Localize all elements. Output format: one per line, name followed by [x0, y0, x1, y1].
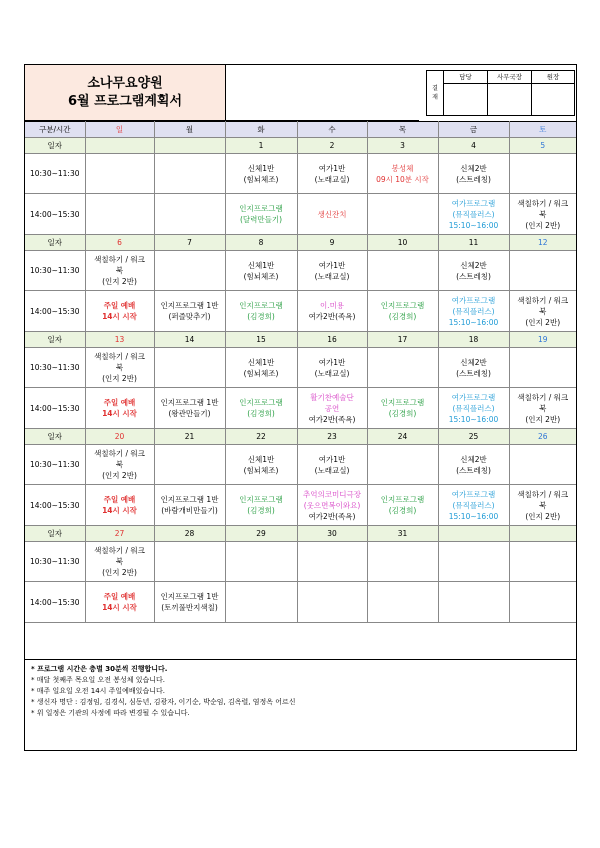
date-row: [25, 526, 576, 542]
date-cell: [85, 138, 154, 154]
program-text: 신체2반: [460, 163, 487, 173]
program-text: 15:10~16:00: [448, 511, 499, 521]
date-cell: 30: [297, 526, 367, 542]
program-text: 북: [539, 403, 547, 413]
program-cell: [85, 542, 154, 582]
approval-label: 결 재: [427, 71, 444, 115]
program-text: (인지 2반): [525, 414, 561, 424]
program-cell: [509, 485, 576, 526]
time-slot-row: [25, 542, 576, 582]
date-cell: 7: [154, 235, 225, 251]
program-text: (웃으면복이와요): [303, 500, 361, 510]
program-text: 북: [115, 363, 124, 372]
program-text: 인지프로그램 1반: [160, 398, 219, 407]
date-row: [25, 235, 576, 251]
program-text: 14시 시작: [102, 603, 137, 612]
program-text: 여가1반: [318, 163, 346, 173]
program-text: 신체2반: [460, 454, 487, 464]
date-cell: 14: [154, 332, 225, 348]
date-row: [25, 138, 576, 154]
program-text: 15:10~16:00: [448, 220, 499, 230]
program-plan-sheet: [24, 64, 577, 751]
program-text: 인지프로그램 1반: [160, 301, 219, 310]
program-cell: [509, 251, 576, 291]
date-cell: 17: [367, 332, 438, 348]
approval-col-staff: 담당: [444, 71, 488, 115]
date-cell: 28: [154, 526, 225, 542]
program-text: 15:10~16:00: [448, 414, 499, 424]
program-cell: [297, 582, 367, 623]
program-cell: [85, 348, 154, 388]
program-text: (왕관만들기): [168, 409, 211, 418]
program-cell: [85, 445, 154, 485]
program-text: (힘뇌체조): [243, 465, 279, 475]
date-row: [25, 429, 576, 445]
program-cell: [367, 542, 438, 582]
program-text: (퍼즐맞추기): [168, 312, 211, 321]
program-text: (인지 2반): [102, 374, 137, 383]
program-text: 14시 시작: [102, 312, 137, 321]
date-cell: [154, 138, 225, 154]
program-cell: [438, 485, 509, 526]
program-text: 인지프로그램: [239, 495, 283, 504]
program-cell: [225, 251, 297, 291]
program-cell: [297, 348, 367, 388]
plan-title: 6월 프로그램계획서: [67, 93, 183, 109]
program-text: (인지 2반): [102, 277, 137, 286]
program-cell: [225, 291, 297, 332]
program-cell: [85, 194, 154, 235]
date-cell: 27: [85, 526, 154, 542]
program-cell: [225, 445, 297, 485]
program-text: (힘뇌체조): [243, 271, 279, 281]
program-text: (스트레칭): [456, 271, 491, 281]
time-label: 14:00~15:30: [25, 388, 85, 429]
program-cell: [297, 485, 367, 526]
program-cell: [438, 445, 509, 485]
program-text: (뮤직플러스): [452, 209, 495, 219]
note-line: * 매주 일요일 오전 14시 주일예배있습니다.: [31, 687, 165, 695]
date-cell: 12: [509, 235, 576, 251]
program-text: 색칠하기 / 워크: [517, 198, 569, 208]
program-cell: [509, 388, 576, 429]
program-text: 여가1반: [318, 260, 346, 270]
date-cell: 6: [85, 235, 154, 251]
date-cell: 2: [297, 138, 367, 154]
program-text: (김경희): [388, 409, 417, 418]
header-blank-area: [226, 65, 419, 121]
date-cell: 22: [225, 429, 297, 445]
program-cell: [438, 154, 509, 194]
program-cell: [154, 251, 225, 291]
program-cell: [85, 154, 154, 194]
program-cell: [154, 445, 225, 485]
program-cell: [509, 348, 576, 388]
date-cell: 19: [509, 332, 576, 348]
program-text: 봉성체: [391, 163, 414, 173]
time-label: 14:00~15:30: [25, 291, 85, 332]
program-text: 인지프로그램: [380, 301, 425, 310]
program-cell: [297, 291, 367, 332]
program-text: (인지 2반): [102, 568, 137, 577]
program-text: 15:10~16:00: [448, 317, 499, 327]
program-cell: [367, 582, 438, 623]
facility-name: 소나무요양원: [87, 75, 163, 91]
program-text: 신체1반: [247, 454, 275, 464]
program-text: 주일 예배: [103, 301, 136, 310]
program-cell: [509, 542, 576, 582]
program-text: 09시 10분 시작: [376, 174, 429, 184]
time-label: 10:30~11:30: [25, 542, 85, 582]
date-row-label: 일자: [25, 235, 85, 251]
program-text: 북: [115, 266, 124, 275]
program-text: 주일 예배: [103, 592, 136, 601]
program-cell: [367, 154, 438, 194]
time-slot-row: [25, 582, 576, 623]
note-line: * 매달 첫째주 목요일 오전 봉성체 있습니다.: [31, 676, 166, 684]
date-cell: 20: [85, 429, 154, 445]
program-cell: [438, 542, 509, 582]
program-text: 색칠하기 / 워크: [517, 489, 569, 499]
program-cell: [438, 582, 509, 623]
program-text: (김경희): [247, 506, 275, 515]
time-label: 14:00~15:30: [25, 194, 85, 235]
program-cell: [509, 582, 576, 623]
date-cell: [438, 526, 509, 542]
date-cell: 29: [225, 526, 297, 542]
program-cell: [85, 582, 154, 623]
program-cell: [85, 251, 154, 291]
program-text: 여가2반(족욕): [308, 511, 356, 521]
program-text: (노래교실): [314, 465, 350, 475]
program-cell: [509, 154, 576, 194]
program-cell: [509, 194, 576, 235]
time-slot-row: [25, 291, 576, 332]
program-text: 14시 시작: [102, 409, 137, 418]
note-line: * 프로그램 시간은 층별 30분씩 진행합니다.: [31, 665, 168, 673]
approval-col-director: 원장: [532, 71, 574, 115]
program-text: 신체2반: [460, 260, 487, 270]
approval-col-manager: 사무국장: [488, 71, 532, 115]
time-label: 10:30~11:30: [25, 251, 85, 291]
program-text: 여가프로그램: [451, 295, 496, 305]
date-cell: 5: [509, 138, 576, 154]
program-text: 공연: [324, 403, 340, 413]
program-cell: [438, 388, 509, 429]
program-cell: [438, 194, 509, 235]
program-text: (김경희): [247, 409, 275, 418]
program-text: 북: [539, 209, 547, 219]
time-slot-row: [25, 348, 576, 388]
program-text: (바람개비만들기): [161, 506, 218, 515]
program-cell: [154, 291, 225, 332]
program-cell: [154, 485, 225, 526]
program-text: 여가2반(족욕): [308, 414, 356, 424]
program-text: 색칠하기 / 워크: [94, 352, 145, 361]
program-text: 색칠하기 / 워크: [94, 449, 145, 458]
date-cell: 21: [154, 429, 225, 445]
date-cell: 4: [438, 138, 509, 154]
date-row-label: 일자: [25, 138, 85, 154]
program-cell: [367, 251, 438, 291]
date-cell: 15: [225, 332, 297, 348]
time-label: 14:00~15:30: [25, 582, 85, 623]
program-text: 여가프로그램: [451, 489, 496, 499]
program-text: 여가프로그램: [451, 392, 496, 402]
program-cell: [154, 348, 225, 388]
program-text: (토끼풀반지색칠): [161, 603, 218, 612]
program-text: 여가2반(족욕): [308, 312, 356, 321]
date-cell: 26: [509, 429, 576, 445]
program-text: 인지프로그램: [380, 495, 425, 504]
program-cell: [154, 542, 225, 582]
program-text: 활기찬예술단: [310, 392, 354, 402]
program-cell: [85, 291, 154, 332]
program-text: 여가1반: [318, 357, 346, 367]
program-cell: [225, 542, 297, 582]
program-text: (인지 2반): [102, 471, 137, 480]
program-cell: [438, 291, 509, 332]
program-text: 여가프로그램: [451, 198, 496, 208]
program-text: 인지프로그램 1반: [160, 592, 219, 601]
program-text: 주일 예배: [103, 398, 136, 407]
date-cell: 16: [297, 332, 367, 348]
time-slot-row: [25, 154, 576, 194]
weekday-header-cell: 화: [225, 122, 297, 138]
program-text: 북: [539, 306, 547, 316]
note-line: * 위 일정은 기관의 사정에 따라 변경될 수 있습니다.: [31, 709, 190, 717]
date-cell: 13: [85, 332, 154, 348]
program-text: 인지프로그램 1반: [160, 495, 219, 504]
time-slot-row: [25, 388, 576, 429]
date-cell: 24: [367, 429, 438, 445]
program-text: (힘뇌체조): [243, 368, 279, 378]
program-cell: [225, 582, 297, 623]
program-cell: [367, 291, 438, 332]
program-cell: [367, 194, 438, 235]
date-row-label: 일자: [25, 332, 85, 348]
program-cell: [225, 154, 297, 194]
program-cell: [297, 388, 367, 429]
date-cell: [509, 526, 576, 542]
weekday-header-cell: 월: [154, 122, 225, 138]
date-cell: 3: [367, 138, 438, 154]
program-text: 색칠하기 / 워크: [94, 255, 145, 264]
weekday-header-cell: 구분/시간: [25, 122, 85, 138]
program-text: 북: [539, 500, 547, 510]
program-text: (김경희): [247, 312, 275, 321]
date-cell: 10: [367, 235, 438, 251]
date-row-label: 일자: [25, 526, 85, 542]
program-text: (노래교실): [314, 174, 350, 184]
program-text: (김경희): [388, 312, 417, 321]
program-cell: [297, 154, 367, 194]
program-cell: [297, 445, 367, 485]
schedule-table: [25, 121, 576, 623]
document-title: [25, 65, 226, 121]
weekday-header-cell: 수: [297, 122, 367, 138]
program-text: (인지 2반): [525, 511, 561, 521]
program-cell: [154, 154, 225, 194]
date-cell: 8: [225, 235, 297, 251]
program-cell: [367, 485, 438, 526]
program-text: 인지프로그램: [239, 398, 283, 407]
program-cell: [225, 194, 297, 235]
program-cell: [367, 445, 438, 485]
date-cell: 31: [367, 526, 438, 542]
date-cell: 11: [438, 235, 509, 251]
date-cell: 25: [438, 429, 509, 445]
program-cell: [225, 348, 297, 388]
program-text: 추억의코미디극장: [303, 489, 361, 499]
weekday-header-cell: 토: [509, 122, 576, 138]
program-text: 인지프로그램: [239, 204, 283, 213]
program-cell: [297, 542, 367, 582]
time-label: 10:30~11:30: [25, 154, 85, 194]
program-text: 신체1반: [247, 163, 275, 173]
program-text: 인지프로그램: [239, 301, 283, 310]
program-cell: [509, 291, 576, 332]
program-text: (스트레칭): [456, 465, 491, 475]
program-cell: [367, 348, 438, 388]
time-label: 10:30~11:30: [25, 348, 85, 388]
date-row-label: 일자: [25, 429, 85, 445]
program-text: (스트레칭): [456, 368, 491, 378]
program-cell: [85, 388, 154, 429]
approval-box: [426, 70, 575, 116]
program-cell: [154, 582, 225, 623]
time-slot-row: [25, 251, 576, 291]
weekday-header-cell: 금: [438, 122, 509, 138]
date-row: [25, 332, 576, 348]
program-text: 북: [115, 557, 124, 566]
program-text: 생신잔치: [317, 209, 347, 219]
program-text: (노래교실): [314, 368, 350, 378]
program-text: (힘뇌체조): [243, 174, 279, 184]
time-label: 14:00~15:30: [25, 485, 85, 526]
program-text: (김경희): [388, 506, 417, 515]
program-text: 색칠하기 / 워크: [517, 392, 569, 402]
date-cell: 18: [438, 332, 509, 348]
time-slot-row: [25, 445, 576, 485]
program-cell: [225, 485, 297, 526]
program-text: (노래교실): [314, 271, 350, 281]
program-text: 색칠하기 / 워크: [94, 546, 145, 555]
program-text: 14시 시작: [102, 506, 137, 515]
program-text: 인지프로그램: [380, 398, 425, 407]
program-cell: [154, 194, 225, 235]
date-cell: 1: [225, 138, 297, 154]
program-text: (달력만들기): [239, 215, 283, 224]
date-cell: 9: [297, 235, 367, 251]
program-cell: [367, 388, 438, 429]
date-cell: 23: [297, 429, 367, 445]
program-text: (뮤직플러스): [452, 500, 495, 510]
weekday-header-row: [25, 122, 576, 138]
program-text: (뮤직플러스): [452, 403, 495, 413]
program-text: 이.미용: [319, 301, 345, 310]
program-text: (뮤직플러스): [452, 306, 495, 316]
program-text: (인지 2반): [525, 220, 561, 230]
program-cell: [85, 485, 154, 526]
program-text: 북: [115, 460, 124, 469]
program-cell: [225, 388, 297, 429]
program-text: (스트레칭): [456, 174, 491, 184]
program-text: 색칠하기 / 워크: [517, 295, 569, 305]
program-text: 주일 예배: [103, 495, 136, 504]
program-text: (인지 2반): [525, 317, 561, 327]
time-label: 10:30~11:30: [25, 445, 85, 485]
program-text: 신체1반: [247, 357, 275, 367]
time-slot-row: [25, 485, 576, 526]
program-cell: [154, 388, 225, 429]
program-cell: [297, 251, 367, 291]
note-line: * 생신자 명단 : 김정임, 김경식, 심동년, 김광자, 이기순, 박순임, 김옥렬, 염정옥 어르신: [31, 698, 296, 706]
program-text: 여가1반: [318, 454, 346, 464]
time-slot-row: [25, 194, 576, 235]
notes-section: [25, 659, 576, 723]
program-cell: [297, 194, 367, 235]
program-cell: [509, 445, 576, 485]
weekday-header-cell: 목: [367, 122, 438, 138]
program-text: 신체1반: [247, 260, 275, 270]
program-cell: [438, 348, 509, 388]
program-cell: [438, 251, 509, 291]
program-text: 신체2반: [460, 357, 487, 367]
weekday-header-cell: 일: [85, 122, 154, 138]
